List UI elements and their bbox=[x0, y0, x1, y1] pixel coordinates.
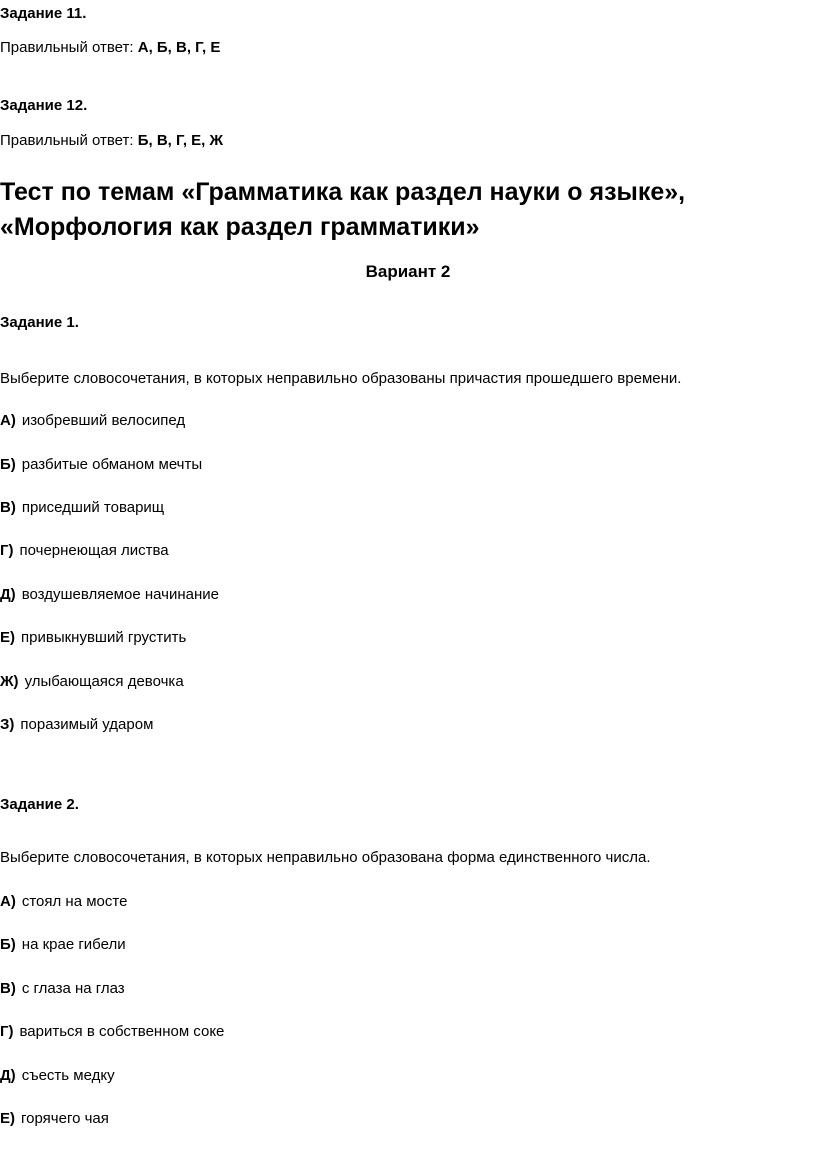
test-title-line-1: Тест по темам «Грамматика как раздел науки о языке», bbox=[0, 178, 686, 206]
answer-11-value: А, Б, В, Г, Е bbox=[137, 39, 221, 56]
task-1-option bbox=[0, 498, 164, 518]
option-text: съесть медку bbox=[21, 1067, 115, 1084]
option-letter: Д) bbox=[0, 586, 16, 603]
task-1-option bbox=[0, 455, 202, 475]
answer-11-heading: Задание 11. bbox=[0, 5, 87, 22]
task-2-option bbox=[0, 1109, 109, 1129]
option-letter: В) bbox=[0, 499, 16, 516]
answer-12-label: Правильный ответ: bbox=[0, 132, 134, 149]
option-text: приседший товарищ bbox=[21, 499, 165, 516]
option-text: почернеющая листва bbox=[19, 542, 169, 559]
task-1-option bbox=[0, 672, 184, 692]
option-letter: В) bbox=[0, 980, 16, 997]
task-2-option bbox=[0, 1066, 115, 1086]
task-1-question: Выберите словосочетания, в которых неправильно образованы причастия прошедшего времени. bbox=[0, 370, 682, 387]
task-2-option bbox=[0, 1022, 224, 1042]
option-letter: Е) bbox=[0, 629, 15, 646]
option-letter: Д) bbox=[0, 1067, 16, 1084]
task-1-option bbox=[0, 715, 153, 735]
option-text: улыбающаяся девочка bbox=[24, 673, 184, 690]
task-2-option bbox=[0, 979, 125, 999]
option-text: привыкнувший грустить bbox=[21, 629, 187, 646]
option-letter: А) bbox=[0, 412, 16, 429]
option-letter: Б) bbox=[0, 456, 16, 473]
option-text: поразимый ударом bbox=[20, 716, 154, 733]
option-text: на крае гибели bbox=[21, 936, 126, 953]
task-1-heading: Задание 1. bbox=[0, 314, 79, 331]
option-text: воздушевляемое начинание bbox=[21, 586, 219, 603]
option-letter: Ж) bbox=[0, 673, 19, 690]
task-2-heading: Задание 2. bbox=[0, 796, 79, 813]
option-letter: Б) bbox=[0, 936, 16, 953]
option-text: стоял на мосте bbox=[21, 893, 128, 910]
option-text: разбитые обманом мечты bbox=[21, 456, 203, 473]
option-text: с глаза на глаз bbox=[21, 980, 125, 997]
task-2-option bbox=[0, 892, 127, 912]
option-letter: З) bbox=[0, 716, 15, 733]
task-1-option bbox=[0, 628, 186, 648]
answer-11-line bbox=[0, 38, 220, 58]
option-text: изобревший велосипед bbox=[21, 412, 186, 429]
task-2-option bbox=[0, 935, 126, 955]
answer-12-line bbox=[0, 131, 223, 151]
option-letter: Г) bbox=[0, 1023, 14, 1040]
test-title-line-2: «Морфология как раздел грамматики» bbox=[0, 213, 480, 241]
answer-12-heading: Задание 12. bbox=[0, 97, 88, 114]
variant-heading: Вариант 2 bbox=[365, 262, 451, 281]
option-letter: Г) bbox=[0, 542, 14, 559]
option-text: вариться в собственном соке bbox=[19, 1023, 225, 1040]
task-1-option bbox=[0, 411, 185, 431]
task-1-option bbox=[0, 585, 219, 605]
option-text: горячего чая bbox=[21, 1110, 109, 1127]
task-1-option bbox=[0, 541, 169, 561]
answer-12-value: Б, В, Г, Е, Ж bbox=[137, 132, 224, 149]
answer-11-label: Правильный ответ: bbox=[0, 39, 134, 56]
task-2-question: Выберите словосочетания, в которых неправильно образована форма единственного числа. bbox=[0, 849, 651, 866]
option-letter: Е) bbox=[0, 1110, 15, 1127]
option-letter: А) bbox=[0, 893, 16, 910]
